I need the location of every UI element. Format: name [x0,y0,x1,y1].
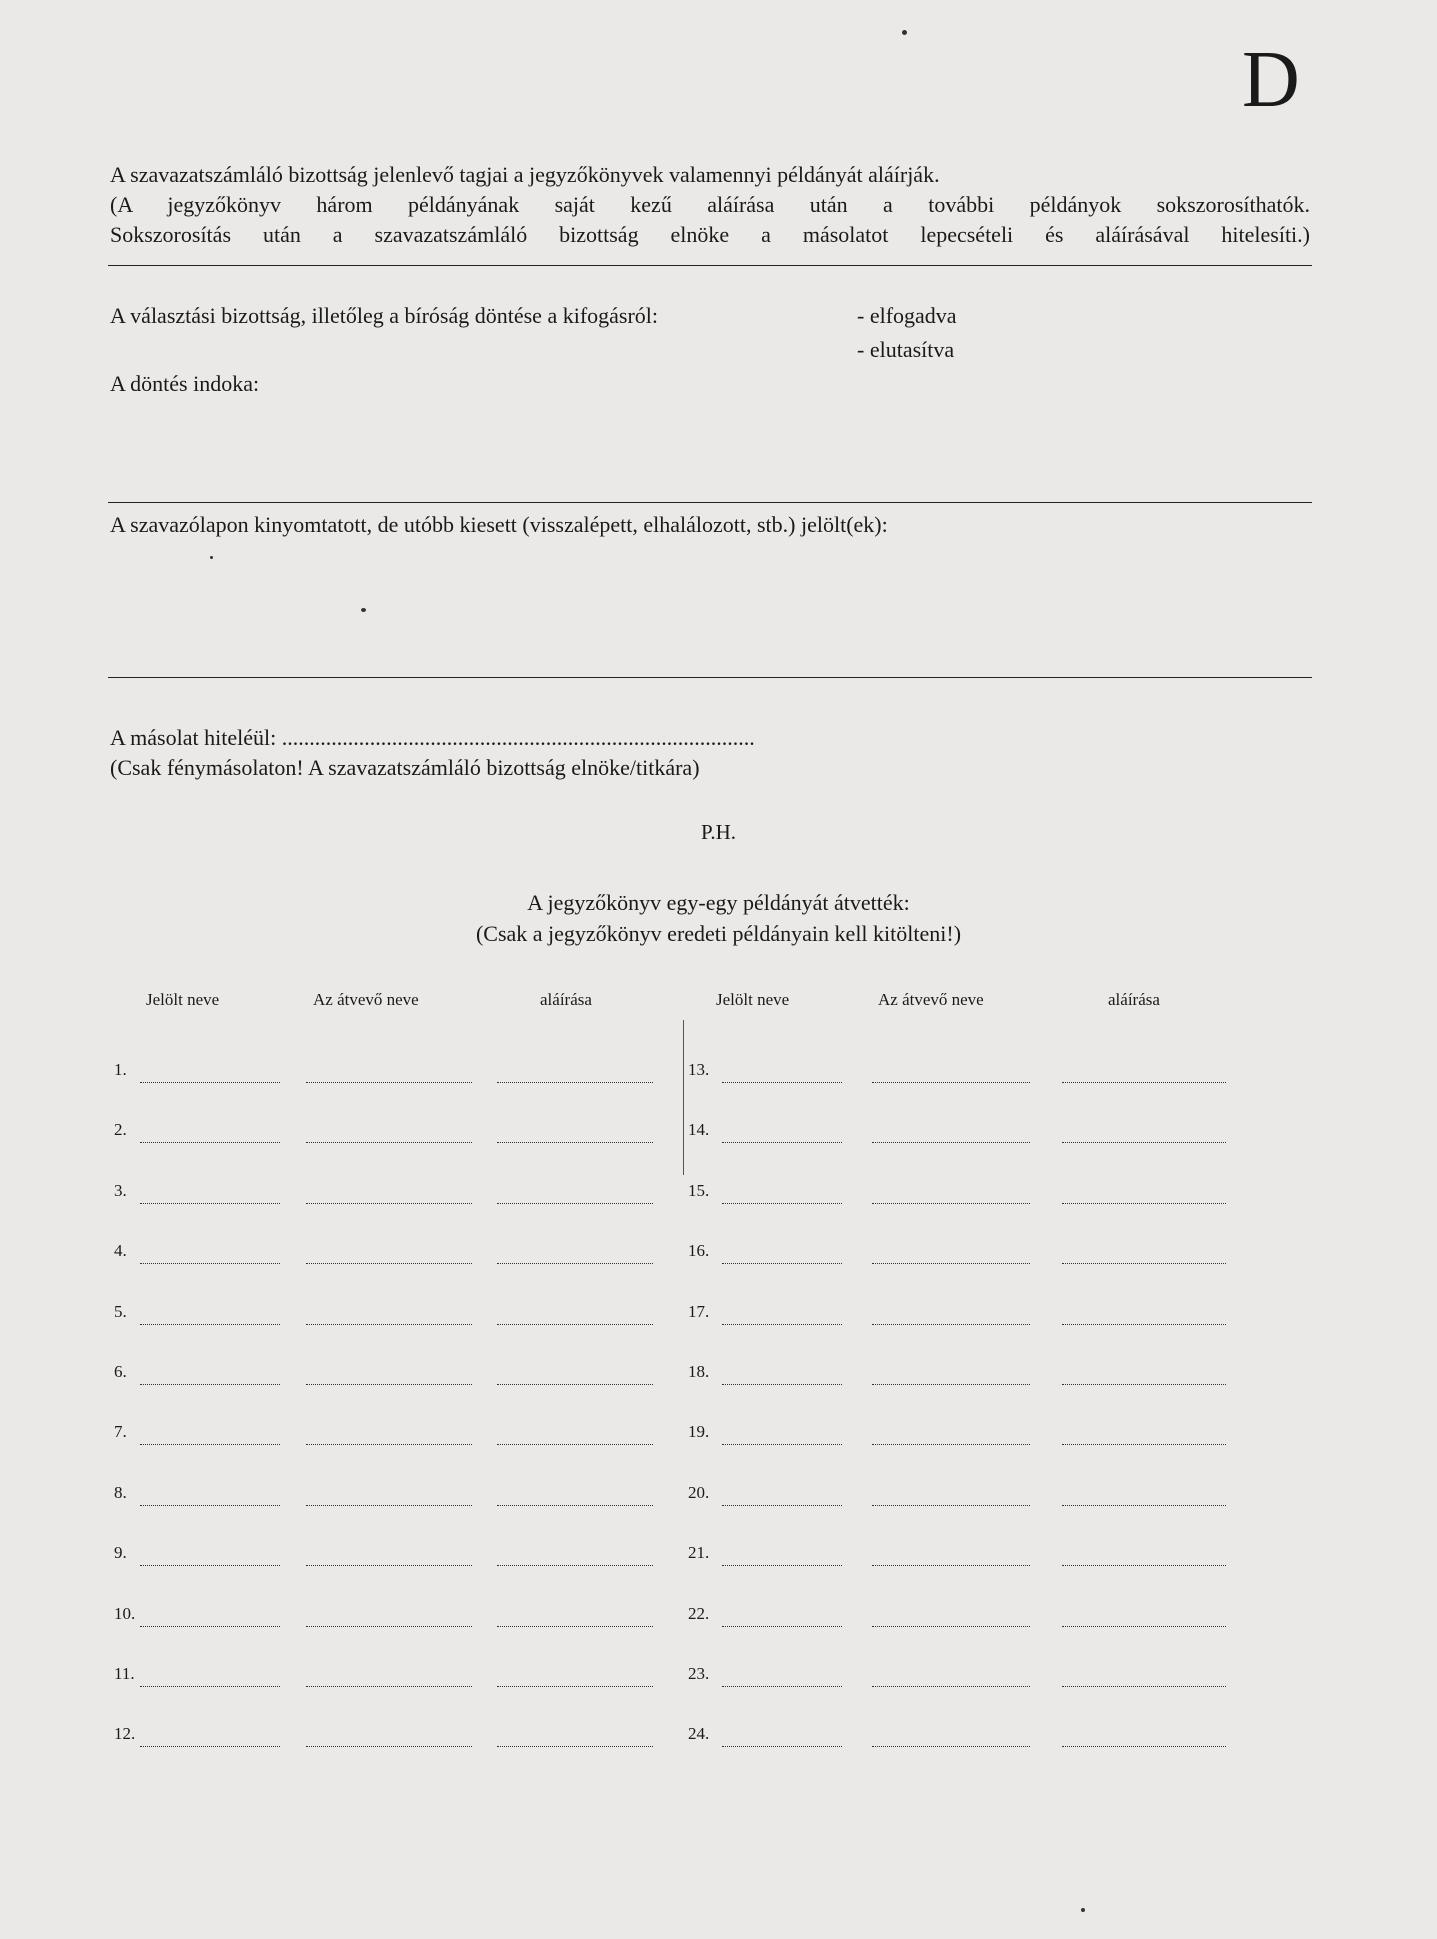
receipt-row [0,1302,1437,1332]
candidate-name-field-left[interactable] [140,1746,280,1747]
signature-field-left[interactable] [497,1082,653,1083]
signing-line-1: A szavazatszámláló bizottság jelenlevő tagjai a jegyzőkönyvek valamennyi példányát aláírják. [110,162,940,187]
receiver-name-field-right[interactable] [872,1263,1030,1264]
receiver-name-field-right[interactable] [872,1203,1030,1204]
receiver-name-field-right[interactable] [872,1746,1030,1747]
signature-field-left[interactable] [497,1444,653,1445]
candidate-name-field-left[interactable] [140,1082,280,1083]
candidate-name-field-left[interactable] [140,1324,280,1325]
row-number-left: 9. [114,1543,127,1563]
scan-speck [1081,1908,1085,1912]
candidate-name-field-right[interactable] [722,1263,842,1264]
row-number-right: 14. [688,1120,710,1140]
signature-field-left[interactable] [497,1263,653,1264]
signature-field-left[interactable] [497,1686,653,1687]
header-receiver-left: Az átvevő neve [313,990,419,1009]
decision-label: A választási bizottság, illetőleg a bíróság döntése a kifogásról: [110,303,659,328]
signature-field-left[interactable] [497,1505,653,1506]
signing-line-3: Sokszorosítás után a szavazatszámláló bizottság elnöke a másolatot lepecsételi és aláírásával hitelesíti.) [110,222,1310,247]
candidate-name-field-left[interactable] [140,1203,280,1204]
signature-field-right[interactable] [1062,1505,1226,1506]
row-number-left: 11. [114,1664,135,1683]
header-receiver-right: Az átvevő neve [878,990,984,1009]
row-number-right: 22. [688,1603,710,1623]
row-number-left: 6. [114,1362,127,1381]
signature-field-left[interactable] [497,1746,653,1747]
signature-field-left[interactable] [497,1142,653,1143]
candidate-name-field-right[interactable] [722,1384,842,1385]
receiver-name-field-left[interactable] [306,1324,472,1325]
receiver-name-field-right[interactable] [872,1444,1030,1445]
column-divider [683,1020,684,1175]
row-number-right: 19. [688,1422,710,1442]
row-number-left: 8. [114,1482,127,1502]
row-number-left: 12. [114,1724,136,1744]
receiver-name-field-left[interactable] [306,1203,472,1204]
decision-option-accepted[interactable]: - elfogadva [857,303,957,328]
row-number-left: 7. [114,1422,127,1442]
header-signature-right: aláírása [1108,990,1160,1009]
candidate-name-field-left[interactable] [140,1444,280,1445]
signature-field-left[interactable] [497,1384,653,1385]
copy-attest-note: (Csak fénymásolaton! A szavazatszámláló bizottság elnöke/titkára) [110,755,700,780]
row-number-left: 4. [114,1241,127,1261]
signature-field-right[interactable] [1062,1626,1226,1627]
row-number-right: 13. [688,1060,710,1079]
receiver-name-field-left[interactable] [306,1626,472,1627]
signature-field-left[interactable] [497,1565,653,1566]
candidate-name-field-right[interactable] [722,1082,842,1083]
candidate-name-field-right[interactable] [722,1142,842,1143]
receiver-name-field-left[interactable] [306,1444,472,1445]
scan-speck [210,556,213,559]
candidate-name-field-left[interactable] [140,1263,280,1264]
signature-field-right[interactable] [1062,1263,1226,1264]
signature-field-left[interactable] [497,1626,653,1627]
signature-field-left[interactable] [497,1324,653,1325]
row-number-right: 20. [688,1482,710,1502]
receiver-name-field-left[interactable] [306,1263,472,1264]
signature-field-right[interactable] [1062,1444,1226,1445]
row-number-left: 5. [114,1301,127,1321]
scan-speck [902,30,907,35]
receiver-name-field-right[interactable] [872,1082,1030,1083]
receiver-name-field-left[interactable] [306,1686,472,1687]
candidate-name-field-right[interactable] [722,1565,842,1566]
header-signature-left: aláírása [540,990,592,1009]
candidate-name-field-left[interactable] [140,1505,280,1506]
copy-attest-label[interactable]: A másolat hiteléül: ...................................................................................... [110,725,755,750]
receipt-row [0,1664,1437,1694]
receiver-name-field-right[interactable] [872,1142,1030,1143]
signature-field-left[interactable] [497,1203,653,1204]
row-number-left: 3. [114,1180,127,1200]
withdrawn-candidates-label: A szavazólapon kinyomtatott, de utóbb kiesett (visszalépett, elhalálozott, stb.) jelölt(ek): [110,512,888,537]
row-number-right: 23. [688,1664,710,1683]
signing-instructions [110,160,1310,250]
receiver-name-field-left[interactable] [306,1142,472,1143]
header-candidate-left: Jelölt neve [146,990,220,1009]
divider-2 [108,502,1312,503]
row-number-right: 16. [688,1241,710,1261]
candidate-name-field-right[interactable] [722,1324,842,1325]
signature-field-right[interactable] [1062,1686,1226,1687]
candidate-name-field-left[interactable] [140,1384,280,1385]
receipt-row [0,1060,1437,1090]
receipt-row [0,1241,1437,1271]
receiver-name-field-left[interactable] [306,1505,472,1506]
row-number-right: 21. [688,1543,710,1563]
signature-field-right[interactable] [1062,1324,1226,1325]
receipt-row [0,1120,1437,1150]
decision-reason-label: A döntés indoka: [110,371,260,396]
header-candidate-right: Jelölt neve [716,990,790,1009]
candidate-name-field-left[interactable] [140,1626,280,1627]
receiver-name-field-right[interactable] [872,1505,1030,1506]
receipt-row [0,1724,1437,1754]
receipt-row [0,1362,1437,1392]
scan-speck [361,608,366,612]
row-number-right: 15. [688,1180,710,1200]
signing-line-2: (A jegyzőkönyv három példányának saját kezű aláírása után a további példányok sokszorosíthatók. [110,192,1310,217]
signature-field-right[interactable] [1062,1142,1226,1143]
divider-1 [108,265,1312,266]
candidate-name-field-right[interactable] [722,1444,842,1445]
receiver-name-field-left[interactable] [306,1384,472,1385]
receipt-row [0,1483,1437,1513]
row-number-left: 10. [114,1603,136,1623]
row-number-left: 1. [114,1060,127,1079]
row-number-right: 18. [688,1362,710,1381]
signature-field-right[interactable] [1062,1082,1226,1083]
stamp-placeholder: P.H. [700,820,737,844]
signature-field-right[interactable] [1062,1384,1226,1385]
candidate-name-field-right[interactable] [722,1686,842,1687]
form-letter: D [1242,36,1300,124]
receiver-name-field-right[interactable] [872,1686,1030,1687]
row-number-right: 24. [688,1724,710,1744]
receiver-name-field-left[interactable] [306,1082,472,1083]
row-number-left: 2. [114,1120,127,1140]
receipt-note: (Csak a jegyzőkönyv eredeti példányain kell kitölteni!) [475,921,962,946]
signature-field-right[interactable] [1062,1565,1226,1566]
candidate-name-field-right[interactable] [722,1746,842,1747]
receipt-row [0,1422,1437,1452]
candidate-name-field-right[interactable] [722,1505,842,1506]
receiver-name-field-left[interactable] [306,1565,472,1566]
receiver-name-field-right[interactable] [872,1384,1030,1385]
candidate-name-field-right[interactable] [722,1626,842,1627]
signature-field-right[interactable] [1062,1746,1226,1747]
candidate-name-field-left[interactable] [140,1686,280,1687]
receipt-row [0,1181,1437,1211]
receiver-name-field-right[interactable] [872,1626,1030,1627]
signature-field-right[interactable] [1062,1203,1226,1204]
receipt-title: A jegyzőkönyv egy-egy példányát átvették: [527,890,910,915]
receiver-name-field-left[interactable] [306,1746,472,1747]
decision-option-rejected[interactable]: - elutasítva [857,337,955,362]
receiver-name-field-right[interactable] [872,1324,1030,1325]
divider-3 [108,677,1312,678]
candidate-name-field-left[interactable] [140,1565,280,1566]
candidate-name-field-right[interactable] [722,1203,842,1204]
receiver-name-field-right[interactable] [872,1565,1030,1566]
receipt-row [0,1604,1437,1634]
receipt-row [0,1543,1437,1573]
row-number-right: 17. [688,1301,710,1321]
candidate-name-field-left[interactable] [140,1142,280,1143]
